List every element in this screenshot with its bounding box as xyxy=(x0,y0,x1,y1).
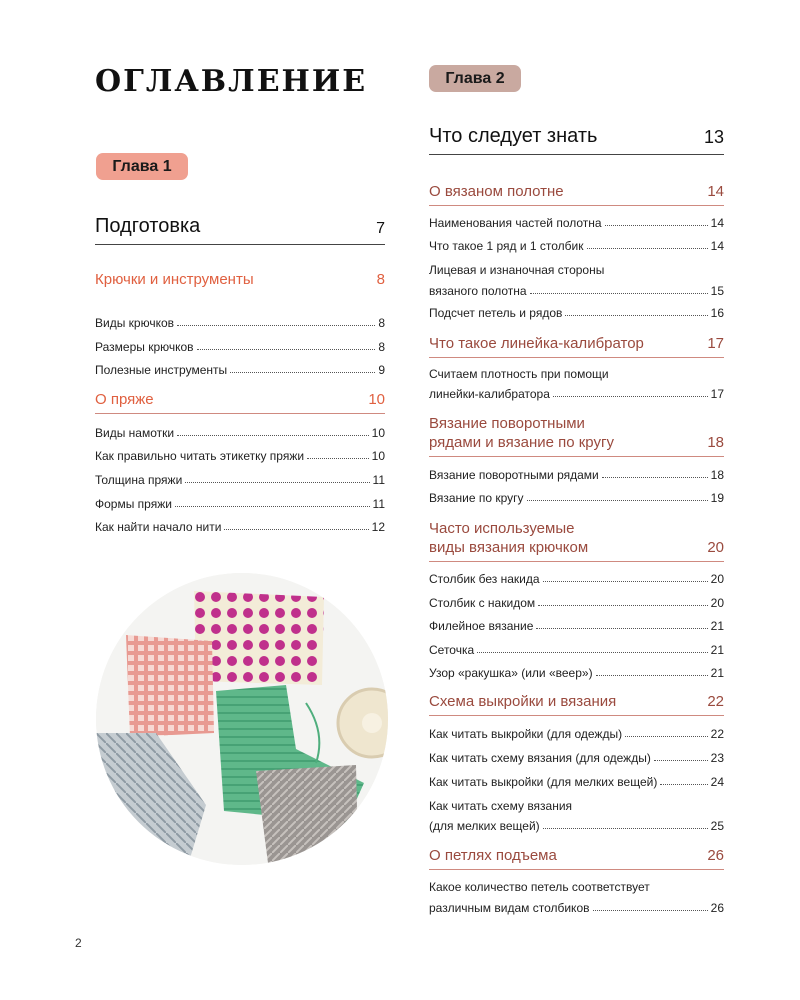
section-title: Подготовка xyxy=(95,215,201,237)
toc-item[interactable]: Как читать выкройки (для мелких вещей) 24 xyxy=(429,775,724,789)
toc-item[interactable]: Сеточка 21 xyxy=(429,643,724,657)
section-preparation[interactable] xyxy=(95,215,385,245)
subsection-hooks-tools[interactable]: Крючки и инструменты 8 xyxy=(95,271,385,288)
toc-item[interactable]: Столбик без накида 20 xyxy=(429,572,724,586)
toc-item[interactable]: Полезные инструменты 9 xyxy=(95,363,385,377)
toc-item[interactable]: Формы пряжи 11 xyxy=(95,497,385,511)
pink-mesh-swatch xyxy=(126,635,214,737)
toc-item[interactable]: Как читать выкройки (для одежды) 22 xyxy=(429,727,724,741)
toc-item[interactable]: Виды крючков 8 xyxy=(95,316,385,330)
subsection-gauge-ruler[interactable]: Что такое линейка-калибратор 17 xyxy=(429,335,724,358)
subsection-knitted-fabric[interactable]: О вязаном полотне 14 xyxy=(429,183,724,206)
dotted-swatch xyxy=(194,591,324,685)
section-what-to-know[interactable]: Что следует знать 13 xyxy=(429,125,724,155)
subsection-yarn[interactable]: О пряже 10 xyxy=(95,391,385,414)
toc-item-line1: Лицевая и изнаночная стороны xyxy=(429,263,605,277)
subsection-turning-rows[interactable]: рядами и вязание по кругу 18 xyxy=(429,434,724,457)
toc-item[interactable]: Подсчет петель и рядов 16 xyxy=(429,306,724,320)
toc-item-line1: Какое количество петель соответствует xyxy=(429,880,650,894)
grey-swatch xyxy=(256,765,358,863)
page-number: 2 xyxy=(75,936,82,950)
toc-item[interactable]: Толщина пряжи 11 xyxy=(95,473,385,487)
section-page: 7 xyxy=(376,220,385,237)
page-title: ОГЛАВЛЕНИЕ xyxy=(95,64,368,99)
toc-item[interactable]: Виды намотки 10 xyxy=(95,426,385,440)
subsection-title-line1: Вязание поворотными xyxy=(429,415,585,432)
toc-item[interactable]: линейки-калибратора 17 xyxy=(429,387,724,401)
toc-item[interactable]: Наименования частей полотна 14 xyxy=(429,216,724,230)
toc-item[interactable]: вязаного полотна 15 xyxy=(429,284,724,298)
toc-item[interactable]: различным видам столбиков 26 xyxy=(429,901,724,915)
subsection-pattern-scheme[interactable]: Схема выкройки и вязания 22 xyxy=(429,693,724,716)
chapter-1-badge: Глава 1 xyxy=(96,153,188,180)
toc-item-line1: Считаем плотность при помощи xyxy=(429,367,609,381)
toc-item[interactable]: Столбик с накидом 20 xyxy=(429,596,724,610)
toc-item[interactable]: Как читать схему вязания (для одежды) 23 xyxy=(429,751,724,765)
subsection-title-line1: Часто используемые xyxy=(429,520,575,537)
toc-item[interactable]: Узор «ракушка» (или «веер») 21 xyxy=(429,666,724,680)
toc-item-line1: Как читать схему вязания xyxy=(429,799,573,813)
toc-item[interactable]: Что такое 1 ряд и 1 столбик 14 xyxy=(429,239,724,253)
chapter-2-badge: Глава 2 xyxy=(429,65,521,92)
crochet-swatches-photo xyxy=(96,573,388,865)
toc-item[interactable]: (для мелких вещей) 25 xyxy=(429,819,724,833)
subsection-turning-chains[interactable]: О петлях подъема 26 xyxy=(429,847,724,870)
toc-item[interactable]: Как найти начало нити 12 xyxy=(95,520,385,534)
toc-item[interactable]: Размеры крючков 8 xyxy=(95,340,385,354)
toc-item[interactable]: Филейное вязание 21 xyxy=(429,619,724,633)
toc-item[interactable]: Вязание по кругу 19 xyxy=(429,491,724,505)
toc-item[interactable]: Вязание поворотными рядами 18 xyxy=(429,468,724,482)
subsection-common-crochet[interactable]: виды вязания крючком 20 xyxy=(429,539,724,562)
toc-item[interactable]: Как правильно читать этикетку пряжи 10 xyxy=(95,449,385,463)
